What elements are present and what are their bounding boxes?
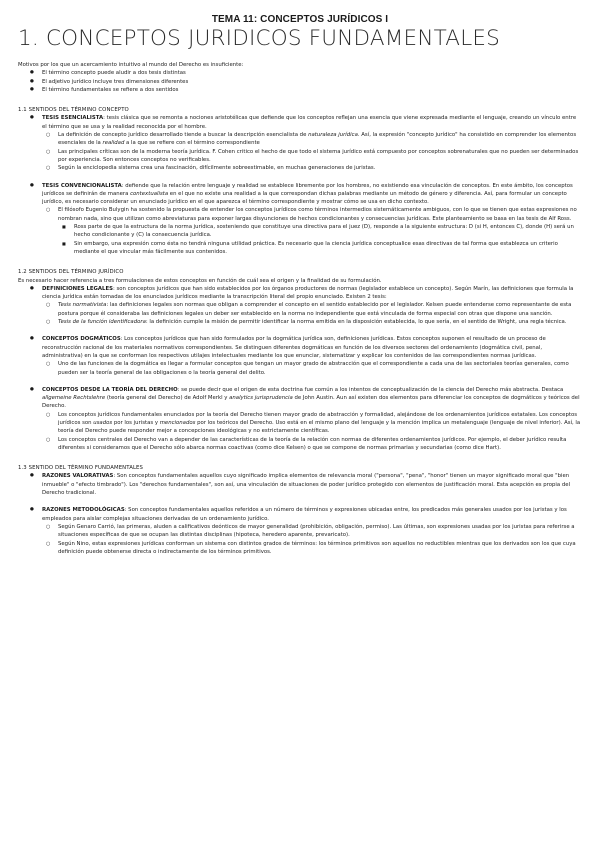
text-run: : defiende que la relación entre lenguaje y realidad se establece libremente por los hombres, no existiendo esa vinculación de conceptos. En este ámbito, los conceptos jurídicos se definirán de manera [42, 182, 573, 197]
subsection-heading: 1.3 SENTIDO DEL TÉRMINO FUNDAMENTALES [18, 465, 144, 472]
concept-list [18, 285, 582, 302]
text-run: : Los conceptos jurídicos que han sido formulados por la dogmática jurídica son, definiciones jurídicas. Estos conceptos suponen el resultado de un proceso de reconstrucción racional de los materiales normativos correspondientes. Se distinguen diferentes dogmáticas en función de los diversos sectores del ordenamiento (dogmática civil, penal, administrativa) en la que se conforman los respectivos utilajes intelectuales mediante los que enunciar, sistematizar y explicar los contenidos de las correspondientes normas jurídicas. [42, 336, 546, 359]
text-run: . Así, la expresión "concepto jurídico" ha consistido en comprender los elementos esenciales de la [58, 132, 577, 147]
list-item: ○ Según Nino, estas expresiones jurídicas conforman un sistema con distintos grados de términos: los términos primitivos son aquellos no reductibles mientras que los derivados son los que cuya definición puede obtenerse directa o indirectamente de los términos primitivos. [18, 540, 582, 557]
term-text: : tesis clásica que se remonta a nociones aristotélicas que defiende que los conceptos reflejan una esencia que viene expresada mediante el lenguaje, creando un vínculo entre el término que se usa y la realidad reconocida por el hombre. [42, 115, 577, 130]
list-item [18, 131, 582, 148]
sub-list [18, 131, 582, 172]
text-run: La definición de concepto jurídico desarrollado tiende a buscar la descripción esencialista de [58, 132, 309, 139]
text-run: : las definiciones legales son normas que obligan a comprender el concepto en el sentido establecido por el legislador. Kelsen puede entenderse como representante de esta postura porque él consideraba las definiciones legales un deber ser establecido en la norma no independiente que está vinculada de forma especial con otras que dispone una sanción. [58, 302, 572, 317]
sub-list [18, 523, 582, 556]
term-label: RAZONES VALORATIVAS [42, 473, 114, 480]
subsection-heading: 1.1 SENTIDOS DEL TÉRMINO CONCEPTO [18, 107, 129, 114]
list-item [18, 472, 582, 497]
intro-list [18, 69, 582, 94]
list-item: ■ Ross parte de que la estructura de la norma jurídica, sosteniendo que constituye una directiva para el juez (D), responde a la siguiente estructura: D (si H, entonces C), donde (H) será un hecho condicionante y (C) la consecuencia jurídica. [18, 223, 582, 240]
list-item: ○ Según la enciclopedia sistema crea una fascinación, difícilmente sobreestimable, en muchas generaciones de juristas. [18, 164, 582, 172]
list-item: ● El término concepto puede aludir a dos tesis distintas [18, 69, 582, 77]
text-run: : son conceptos jurídicos que han sido establecidos por los órganos productores de normas (legislador establece un concepto). Según Marín, las definiciones que formula la ciencia jurídica están tomadas de los enunciados jurídicos mediante la transcripción literal del propio enunciado. Existen 2 tesis: [42, 285, 574, 301]
text-run: mencionados [159, 419, 196, 426]
paragraph: Es necesario hacer referencia a tres formulaciones de estos conceptos en función de cuál sea el origen y la finalidad de su formulación. [18, 277, 382, 284]
sub-list [18, 360, 582, 377]
term-label: CONCEPTOS DOGMÁTICOS [42, 336, 121, 343]
text-run: usados [93, 419, 113, 426]
list-item: ○ Las principales críticas son de la moderna teoría jurídica. F. Cohen critico el hecho de que todo el sistema jurídico está compuesto por conceptos sobrenaturales que no pueden ser determinados por experiencia. Son entonces conceptos no verificables. [18, 148, 582, 165]
text-run: allgemeine Rechtslehre [42, 395, 106, 402]
sub-list [18, 411, 582, 452]
term-label: DEFINICIONES LEGALES [42, 285, 113, 292]
text-run: por los teóricos del Derecho. Uso está en el mismo plano del lenguaje y la mención implica un metalenguaje (lenguaje de nivel inferior). Así, la teoría del Derecho puede responder mejor a concepciones ideológicas y no estrictamente científicas. [58, 419, 581, 435]
text-run: en el que no existe una realidad a la que correspondan dichas palabras mediante un método de género y diferencia. Así, para formular un concepto jurídico, es necesario considerar un enunciado jurídico en el que aparezca el término correspondiente y mostrar cómo se usa en dicho contexto. [42, 190, 567, 206]
list-item: ● El adjetivo jurídico incluye tres dimensiones diferentes [18, 78, 582, 86]
text-run: de John Austin. Aun así existen dos elementos para diferenciar los conceptos de dogmáticos y teóricos del Derecho. [42, 395, 580, 410]
subsection-heading: 1.2 SENTIDOS DEL TÉRMINO JURÍDICO [18, 269, 124, 276]
list-item: ○ Uno de las funciones de la dogmática es llegar a formular conceptos que tengan un mayor grado de abstracción que el correspondiente a cada una de las sectoriales teorías generales, como pueden ser la teoría general de las obligaciones o la teoría general del delito. [18, 360, 582, 377]
text-run: (teoría general del Derecho) de Adolf Merkl y [105, 395, 230, 402]
text-run: por los juristas y [112, 419, 160, 426]
text-run: naturaleza jurídica [308, 132, 358, 139]
list-item [18, 411, 582, 436]
term-label: TESIS ESENCIALISTA [42, 115, 104, 122]
intro-text: Motivos por los que un acercamiento intuitivo al mundo del Derecho es insuficiente: [18, 62, 244, 68]
concept-list [18, 114, 582, 131]
section-title: 1. CONCEPTOS JURIDICOS FUNDAMENTALES [18, 26, 501, 51]
list-item: ● El término fundamentales se refiere a dos sentidos [18, 86, 582, 94]
concept-list [18, 506, 582, 523]
text-run: : se puede decir que el origen de esta doctrina fue común a los intentos de conceptualización de la ciencia del Derecho más abstracta. Destaca [177, 386, 564, 393]
term-label: TESIS CONVENCIONALISTA [42, 182, 122, 189]
text-run: : la definición cumple la misión de permitir identificar la norma emitida en la disposición establecida, lo que sería, en el sentido de Wright, una regla técnica. [145, 319, 567, 326]
list-item [18, 114, 582, 131]
text-run: Los conceptos jurídicos fundamentales enunciados por la teoría del Derecho tienen mayor grado de abstracción y formalidad, alejándose de los ordenamientos jurídicos estatales. Los conceptos jurídicos son [58, 411, 578, 426]
list-item [18, 318, 582, 326]
sub-list [18, 206, 582, 223]
list-item: ○ Según Genaro Carrió, las primeras, aluden a calificativos deónticos de mayor generalidad (prohibición, obligación, permiso). Las últimas, son expresiones usadas por los juristas para referirse a situaciones específicas de que se ocupan las distintas disciplinas (hipoteca, heredero aparente, prevaricato). [18, 523, 582, 540]
text-run: contextualista [130, 190, 169, 197]
list-item [18, 335, 582, 360]
list-item [18, 301, 582, 318]
concept-list [18, 335, 582, 360]
term-label: RAZONES METODOLÓGICAS [42, 507, 125, 514]
text-run: realidad [102, 140, 125, 147]
sub-list [18, 301, 582, 326]
list-item: ○ El filósofo Eugenio Bulygin ha sostenido la propuesta de entender los conceptos jurídicos como términos intermedios sistemáticamente ambiguos, con lo que se tienen que estas expresiones no nombran nada, sino que utilizan como abreviaturas para exponer largas disyunciones de hechos condicionantes y consecuencias jurídicas. Este planteamiento se basa en las tesis de Alf Ross. [18, 206, 582, 223]
list-item [18, 506, 582, 523]
text-run: Tesis normativista [58, 302, 107, 309]
concept-list [18, 182, 582, 207]
document-title: TEMA 11: CONCEPTOS JURÍDICOS I [211, 14, 389, 25]
list-item [18, 386, 582, 411]
text-run: analytics jurisprudencia [229, 395, 293, 402]
concept-list [18, 386, 582, 411]
list-item [18, 182, 582, 207]
text-run: : Son conceptos fundamentales aquellos cuyo significado implica elementos de relevancia moral ("persona", "pena", "honor" tienen un mayor significado moral que "bien inmueble" o "efecto timbrado"). Los "derechos fundamentales", son así, una vinculación de situaciones de poder jurídico protegido con elementos de justificación moral. Esta acepción es propia del Derecho tradicional. [42, 473, 570, 497]
document-page [0, 14, 600, 862]
concept-list [18, 472, 582, 497]
sub-sub-list [18, 223, 582, 256]
text-run: Tesis de la función identificadora [58, 319, 146, 326]
list-item [18, 285, 582, 302]
text-run: a la que se refiere con el término correspondiente [124, 140, 260, 147]
list-item: ■ Sin embargo, una expresión como ésta no tendrá ninguna utilidad práctica. Es necesario que la ciencia jurídica conceptualice esas directivas de tal forma que establezca un criterio mediante el que vincular más fácilmente sus contenidos. [18, 240, 582, 257]
text-run: : Son conceptos fundamentales aquellos referidos a un número de términos y expresiones ubicadas entre, los predicados más generales usados por los juristas y los empleados para aislar complejas situaciones derivadas de un ordenamiento jurídico. [42, 507, 567, 522]
list-item: ○ Los conceptos centrales del Derecho van a depender de las características de la teoría de la relación con normas de diferentes ordenamientos jurídicos. Por ejemplo, el deber jurídico resulta diferentes si consideramos que el Derecho sólo abarca normas coactivas (como dice Kelsen) o que se compone de normas primarias y secundarias (como dice Hart). [18, 436, 582, 453]
term-label: CONCEPTOS DESDE LA TEORÍA DEL DERECHO [42, 386, 178, 393]
